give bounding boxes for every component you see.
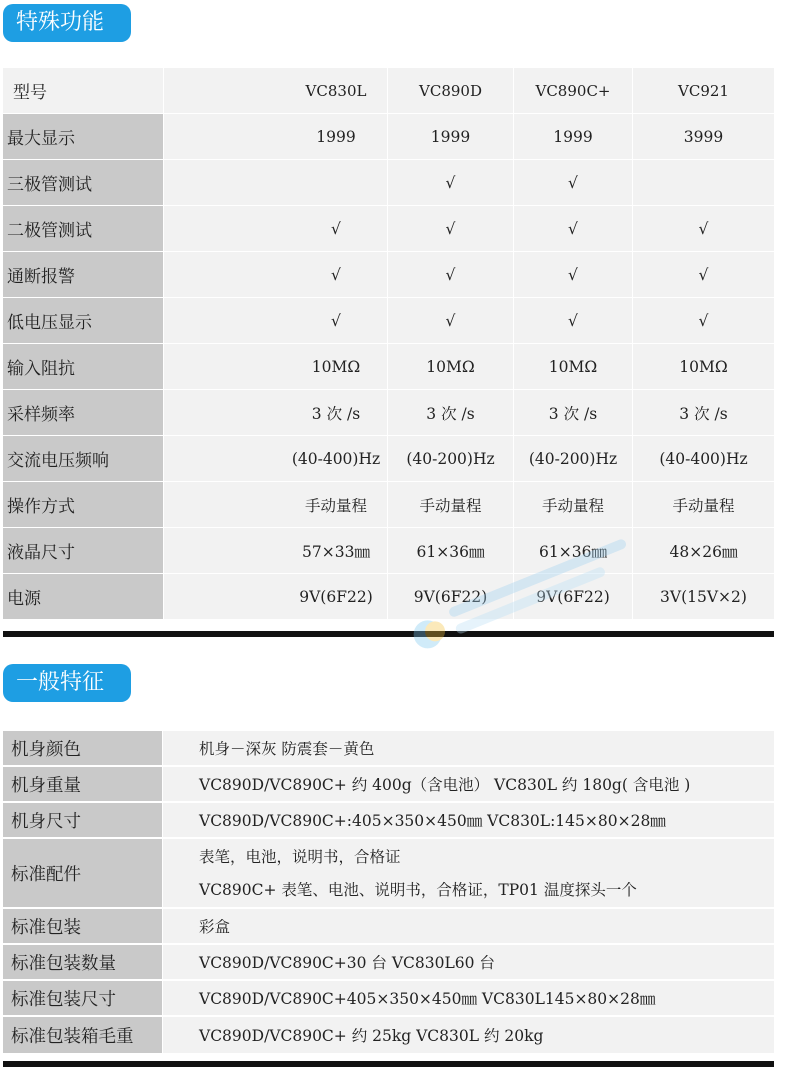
check-mark: √ (514, 252, 632, 297)
table-cell: 手动量程 (514, 482, 632, 527)
table-row (3, 252, 774, 298)
table-row (3, 436, 774, 482)
row-value: VC890D/VC890C+ 约 400g（含电池） VC830L 约 180g( 含电池 ) (163, 767, 774, 801)
row-label: 低电压显示 (3, 298, 163, 343)
table-cell: 9V(6F22) (388, 574, 513, 619)
blank-cell (164, 68, 285, 113)
row-label: 三极管测试 (3, 160, 163, 205)
table-row (3, 839, 774, 909)
row-label: 操作方式 (3, 482, 163, 527)
check-mark: √ (388, 160, 513, 205)
row-value-line: VC890C+ 表笔、电池、说明书，合格证，TP01 温度探头一个 (199, 881, 637, 899)
table-cell: 61×36㎜ (514, 528, 632, 573)
table-cell: 1999 (514, 114, 632, 159)
section-divider (3, 1061, 774, 1067)
table-row (3, 803, 774, 839)
check-mark: √ (388, 298, 513, 343)
row-value: VC890D/VC890C+ 约 25kg VC830L 约 20kg (163, 1017, 774, 1053)
row-value: 彩盒 (163, 909, 774, 943)
table-row (3, 731, 774, 767)
check-mark: √ (633, 206, 774, 251)
blank-cell (164, 528, 285, 573)
table-cell: 9V(6F22) (285, 574, 387, 619)
row-value: VC890D/VC890C+:405×350×450㎜ VC830L:145×80×28㎜ (163, 803, 774, 837)
table-cell (633, 160, 774, 205)
row-label: 输入阻抗 (3, 344, 163, 389)
table-cell: 手动量程 (285, 482, 387, 527)
check-mark: √ (388, 206, 513, 251)
table-cell: (40-200)Hz (388, 436, 513, 481)
table-row (3, 482, 774, 528)
table-row (3, 390, 774, 436)
check-mark: √ (285, 252, 387, 297)
check-mark: √ (633, 252, 774, 297)
table-cell: 1999 (285, 114, 387, 159)
row-label: 标准包装箱毛重 (3, 1017, 162, 1053)
row-label: 交流电压频响 (3, 436, 163, 481)
row-label: 二极管测试 (3, 206, 163, 251)
row-values (163, 839, 774, 907)
row-label: 采样频率 (3, 390, 163, 435)
row-label: 机身尺寸 (3, 803, 162, 837)
table-cell (285, 160, 387, 205)
table-cell: 手动量程 (633, 482, 774, 527)
row-label: 机身重量 (3, 767, 162, 801)
blank-cell (164, 160, 285, 205)
model-header: VC921 (633, 68, 774, 113)
row-label: 标准包装数量 (3, 945, 162, 979)
check-mark: √ (514, 160, 632, 205)
table-row (3, 528, 774, 574)
table-row (3, 160, 774, 206)
table-cell: 10MΩ (388, 344, 513, 389)
row-label: 机身颜色 (3, 731, 162, 765)
table-row (3, 574, 774, 620)
table-cell: 3 次 /s (633, 390, 774, 435)
table-cell: 3999 (633, 114, 774, 159)
section-title-special-features: 特殊功能 (3, 4, 131, 42)
row-value: 机身－深灰 防震套－黄色 (163, 731, 774, 765)
check-mark: √ (514, 206, 632, 251)
model-header-label: 型号 (3, 68, 163, 113)
table-cell: 10MΩ (514, 344, 632, 389)
blank-cell (164, 574, 285, 619)
row-value: VC890D/VC890C+405×350×450㎜ VC830L145×80×28㎜ (163, 981, 774, 1015)
row-label: 电源 (3, 574, 163, 619)
model-header: VC830L (285, 68, 387, 113)
table-row (3, 1017, 774, 1055)
table-cell: 10MΩ (285, 344, 387, 389)
row-value: VC890D/VC890C+30 台 VC830L60 台 (163, 945, 774, 979)
table-cell: 3 次 /s (514, 390, 632, 435)
table-row (3, 344, 774, 390)
blank-cell (164, 298, 285, 343)
table-cell: 3V(15V×2) (633, 574, 774, 619)
table-row (3, 909, 774, 945)
check-mark: √ (285, 206, 387, 251)
table-row (3, 981, 774, 1017)
table-cell: 57×33㎜ (285, 528, 387, 573)
blank-cell (164, 436, 285, 481)
table-cell: (40-200)Hz (514, 436, 632, 481)
row-label: 标准包装尺寸 (3, 981, 162, 1015)
blank-cell (164, 482, 285, 527)
model-header: VC890C+ (514, 68, 632, 113)
row-label: 通断报警 (3, 252, 163, 297)
section-divider (3, 631, 774, 637)
blank-cell (164, 114, 285, 159)
table-cell: 1999 (388, 114, 513, 159)
table-cell: (40-400)Hz (285, 436, 387, 481)
table-cell: 手动量程 (388, 482, 513, 527)
table-cell: 10MΩ (633, 344, 774, 389)
check-mark: √ (633, 298, 774, 343)
table-row (3, 206, 774, 252)
check-mark: √ (285, 298, 387, 343)
blank-cell (164, 344, 285, 389)
check-mark: √ (388, 252, 513, 297)
table-header-row (3, 68, 774, 114)
table-cell: 48×26㎜ (633, 528, 774, 573)
section-title-general-features: 一般特征 (3, 664, 131, 702)
row-label: 最大显示 (3, 114, 163, 159)
table-cell: 3 次 /s (285, 390, 387, 435)
table-cell: (40-400)Hz (633, 436, 774, 481)
row-label: 标准包装 (3, 909, 162, 943)
blank-cell (164, 206, 285, 251)
special-features-table (3, 68, 774, 620)
check-mark: √ (514, 298, 632, 343)
row-value-line: 表笔，电池，说明书，合格证 (199, 848, 401, 866)
table-row (3, 945, 774, 981)
table-cell: 9V(6F22) (514, 574, 632, 619)
blank-cell (164, 390, 285, 435)
general-features-table (3, 731, 774, 1055)
model-header: VC890D (388, 68, 513, 113)
table-row (3, 114, 774, 160)
table-cell: 3 次 /s (388, 390, 513, 435)
table-cell: 61×36㎜ (388, 528, 513, 573)
table-row (3, 767, 774, 803)
blank-cell (164, 252, 285, 297)
row-label: 液晶尺寸 (3, 528, 163, 573)
table-row (3, 298, 774, 344)
row-label: 标准配件 (3, 839, 162, 907)
